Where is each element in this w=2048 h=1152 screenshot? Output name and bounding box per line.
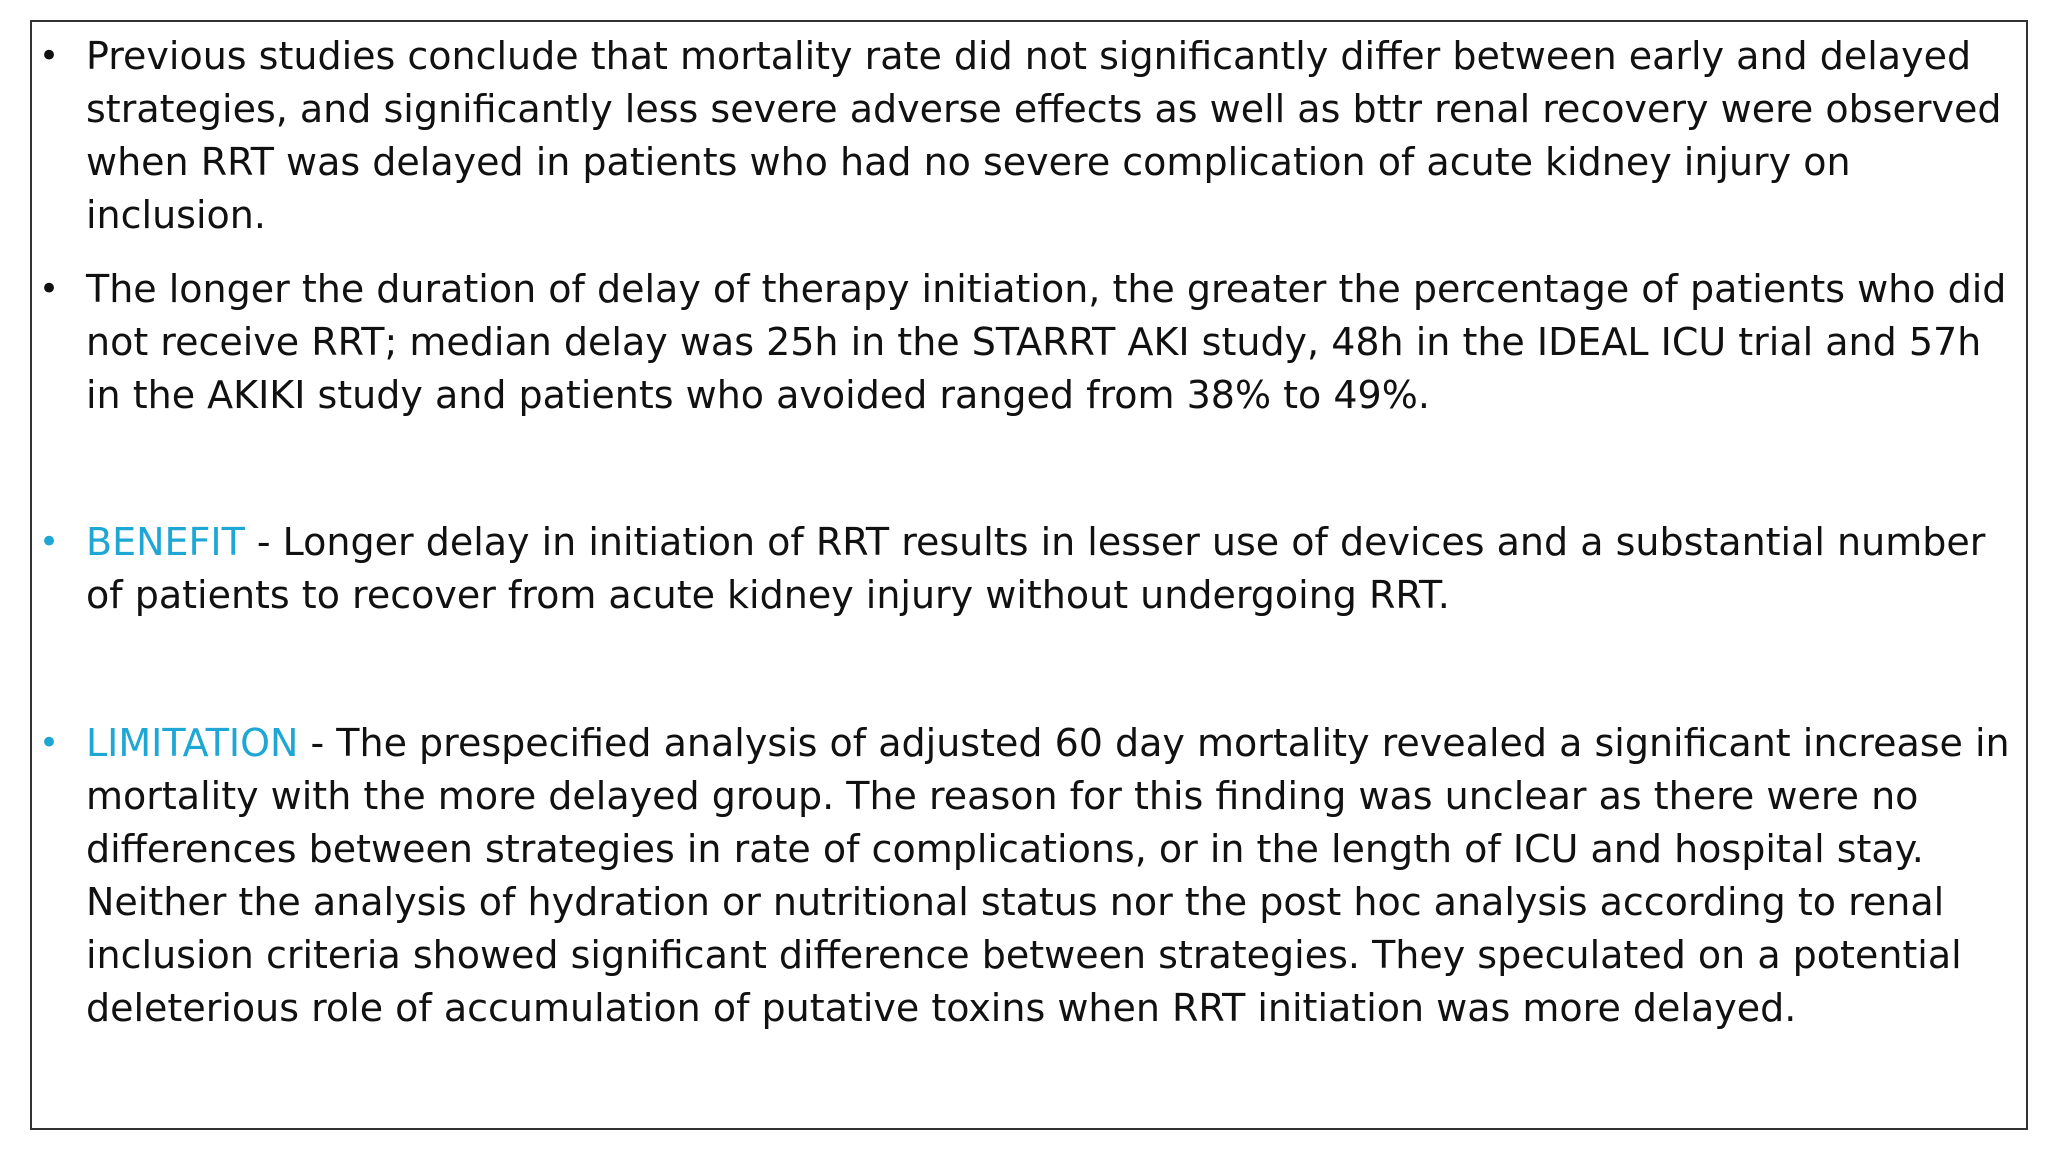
bullet-text: The longer the duration of delay of therapy initiation, the greater the percentage of patients who did not receive RRT; median delay was 25h in the STARRT AKI study, 48h in the IDEAL ICU trial and 57h in the AKIKI study and patients who avoided ranged from 38% to 49%. xyxy=(86,267,2007,417)
bullet-point-icon: • xyxy=(39,723,60,763)
bullet-item-benefit xyxy=(39,516,2014,622)
bullet-point-icon: • xyxy=(39,522,60,562)
bullet-point-icon: • xyxy=(39,269,60,309)
bullet-text: - The prespecified analysis of adjusted 60 day mortality revealed a significant increase in mortality with the more delayed group. The reason for this finding was unclear as there were no differences between strategies in rate of complications, or in the length of ICU and hospital stay. Neither the analysis of hydration or nutritional status nor the post hoc analysis according to renal inclusion criteria showed significant difference between strategies. They speculated on a potential deleterious role of accumulation of putative toxins when RRT initiation was more delayed. xyxy=(86,721,2010,1030)
bullet-text: Previous studies conclude that mortality rate did not significantly differ between early and delayed strategies, and significantly less severe adverse effects as well as bttr renal recovery were observed when RRT was delayed in patients who had no severe complication of acute kidney injury on inclusion. xyxy=(86,34,2002,237)
content-box xyxy=(30,20,2028,1130)
benefit-keyword: BENEFIT xyxy=(86,520,245,564)
bullet-item-limitation xyxy=(39,717,2014,1035)
bullet-text: - Longer delay in initiation of RRT results in lesser use of devices and a substantial number of patients to recover from acute kidney injury without undergoing RRT. xyxy=(86,520,1986,617)
bullet-point-icon: • xyxy=(39,36,60,76)
bullet-item-previous-studies xyxy=(39,30,2014,242)
limitation-keyword: LIMITATION xyxy=(86,721,299,765)
bullet-item-delay-duration xyxy=(39,263,2014,422)
